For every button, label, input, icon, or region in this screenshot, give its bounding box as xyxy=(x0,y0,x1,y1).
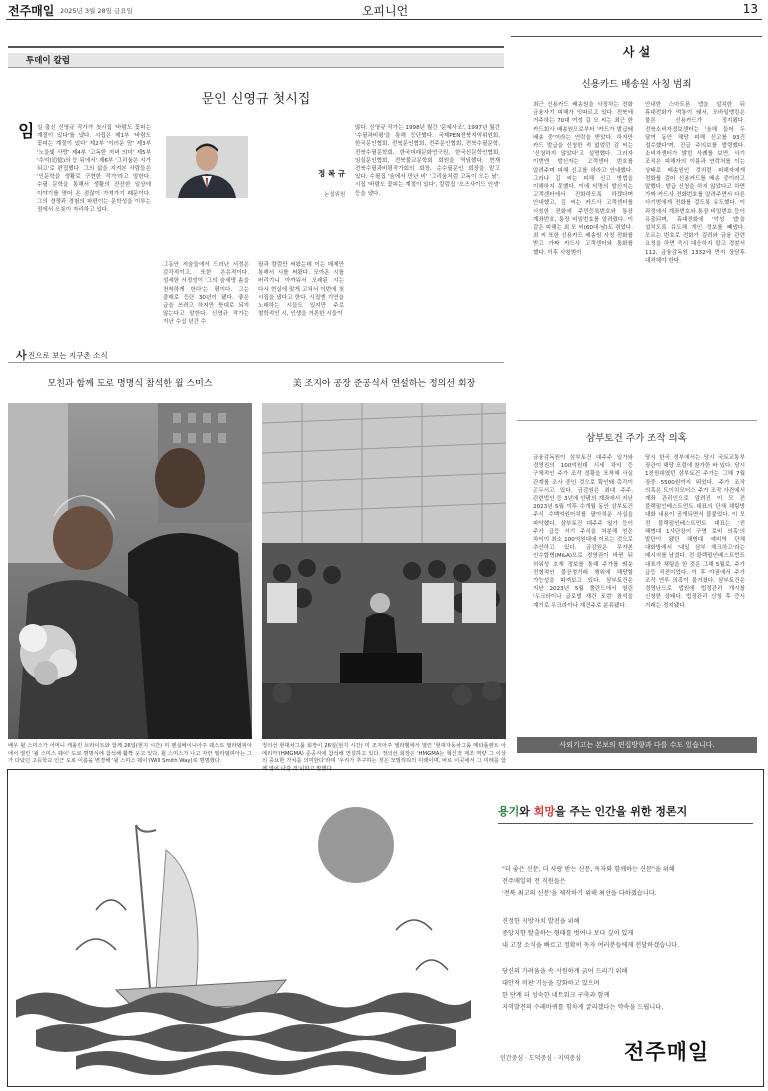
author-portrait-image xyxy=(166,136,248,198)
column-text-2: 그동안 저술들에서 드러난 서정은 감각적이고, 또한 은유적이다. 섬세한 서정성이 '그의 숨세명 솜을 천착하게 한다'는 평이다. 그는 즐매로 등단 30년이 됐다. 좋은 글을 쓰려고 하지만 뜻대로 되지 않는다고 말한다. 신영규 작가는 지난 수십 년간 수 xyxy=(163,262,249,326)
ad-text-8: 대안적 비판 기능을 강화하고 있으며 xyxy=(502,980,600,987)
ad-headline-hope: 희망 xyxy=(533,805,555,818)
editorial2-text-2: 당시 한국 정부에서는 당시 국토교통부 장관이 해당 포럼에 참가한 바 있다. 당시 1천원대였던 삼부토건 주가는 그해 7월 장중 5500원까지 뛰었다. 주가 조작 의혹은 도이치모터스 주가 조작 사건에서 계좌 관리인으로 알려진 이 모 전 블랙펄인베스트먼트 대표의 단체 채팅방 대화 내용이 공개되면서 불붙었다. 이 모 전 블랙펄인베스트먼트 대표는 '전 해병대 1사단장이 구명 로비 의혹'의 발단이 됐던 해병대 예비역 단체 대화방에서 '내일 삼부 체크하고'라는 메시지를 남겼다. 전 블랙펄인베스트먼트 대표가 채팅을 한 것은 그해 5월로, 주가 급등 직전이었다. 이 후 야권에서 주가 조작 연루 의혹이 불거졌다. 삼부토건은 경영난으로 법원에 법정관리 개시를 신청한 상태다. 법정관리 신청 후 증시 거래는 정지됐다. xyxy=(645,455,745,609)
author-portrait xyxy=(166,136,248,198)
editorial-disclaimer: 사외기고는 본보의 편집방향과 다를 수도 있습니다. xyxy=(517,737,757,753)
ad-headline-rest: 을 주는 인간을 위한 정론지 xyxy=(555,805,688,818)
column-text-3: 필과 칼럼만 써왔는데 이는 매체만 통해서 시를 써왔다. 모아온 시를 버리기니 아까워서 오래된 시는 다시 현실에 맞게 고쳐서 이번에 첫 시집을 냈다고 한다. 시집엔 기연을 노래하는 시들도 있지만 주로 철학적인 시, 인생을 거론한 시들이 xyxy=(258,262,344,318)
ship-waves-illustration xyxy=(16,790,471,1080)
column-dropcap: 임 xyxy=(18,122,35,142)
ad-text-6: 내 고장 소식을 빠르고 정확히 독자 여러분들에게 전달하겠습니다. xyxy=(502,942,680,949)
ad-text-10: 지역발전의 수레바퀴를 힘차게 굴리겠다는 약속을 드립니다. xyxy=(502,1004,664,1011)
photo2-caption: 정의선 현대차그룹 회장이 26일(현지 시간) 미 조지아주 엘라벨에서 열린 '현대자동차그룹 메타플랜트 아메리카'(HMGMA) 준공식에 참석해 연설하고 있다. 정의선 회장은 'HMGMA는 혁신적 제조 역량 그 이상의 중요한 가치를 의미한다'라며 '우리가 추구하는 것은 모빌리티의 미래이며, 바로 이곳에서 그 미래를 함께 열어 나갈 것'이라고 말했다. xyxy=(262,743,506,772)
ad-headline-courage: 용기 xyxy=(498,805,520,818)
editorial-top-rule xyxy=(511,36,762,37)
editorial-sidebar xyxy=(511,26,762,754)
house-ad xyxy=(7,769,764,1087)
photo1-image xyxy=(8,403,252,739)
editorial-section-title: 사 설 xyxy=(622,45,651,59)
author-name: 정 복 규 xyxy=(318,169,345,178)
photo2-image xyxy=(262,403,506,739)
ad-text-2: 전주매일의 전 직원들은 xyxy=(502,878,566,885)
editorial-divider xyxy=(517,420,757,421)
page-number: 13 xyxy=(742,2,758,16)
ad-text-5: 중앙지향 탈출하는 형태를 벗어나 보다 깊이 있게 xyxy=(502,930,634,937)
header-rule xyxy=(6,19,762,20)
column-title: 문인 신영규 첫시집 xyxy=(201,92,311,107)
editorial2-text-1: 금융감독원이 삼부토건 대주주 일가와 경영진의 100억원대 시세 차익 등 구체적인 주가 조작 정황을 포착해 사실 관계를 조사 중인 것으로 확인돼 촉각이 곤두서고 있다. 금감원은 최대 주주, 관련법인 등 3년에 안팎의 계좌에서 지난 2023년 5월 이후 수개월 동안 삼부토건 주식 수백억원어치를 팔아치운 사실을 파악했다. 삼부토건 대주주 일가 등이 주가 급등 시기 주식을 처분해 얻은 차익이 최소 100억원대에 이르는 것으로 추산하고 있다. 금감원은 무자본 인수합병(M&A)으로 경영권이 바뀐 뒤 허위성 호재 정보를 통해 주가를 띄운 전형적인 불공정거래 행위에 해당할 가능성을 따져보고 있다. 삼부토건은 지난 2023년 5월 폴란드에서 열린 '우크라이나 글로벌 재건 포럼' 참석을 계기로 우크라이나 재건주로 분류됐다. xyxy=(533,455,633,609)
photo1-headline: 모친과 함께 도로 명명식 참석한 윌 스미스 xyxy=(47,379,213,389)
photo-news-label-small: 진으로 보는 지구촌 소식 xyxy=(28,351,108,360)
author-role: 논설위원 xyxy=(324,192,346,198)
photo-news-label-big: 사 xyxy=(16,349,27,362)
ad-text-3: '전북 최고의 신문'을 제작하기 위해 최선을 다하겠습니다. xyxy=(502,890,657,897)
issue-date: 2025년 3월 28일 금요일 xyxy=(60,7,133,15)
editorial1-text-2: 안내한 스마트폰 앱을 설치한 뒤 휴대전화가 먹통이 돼서, 모바일뱅킹은 물론 신용카드가 정지됐다. 전북소비자정보센터는 '올해 들어 두 달여 동안 해당 피해 신고를 93건 접수했다'며, 진급 주의보를 발령했다. 소비자센터가 밝힌 사례를 보면, 사기 조직은 피해자의 이름과 연락처를 이는 상태로 배송원인 것처럼 피해자에게 전화를 걸어 신용카드를 배송 중이라고 말했다. 발급 신청을 하지 않았다고 하면 가짜 카드사 전화번호를 알려주면서 다른 사기범에게 전화를 걸도록 유도했다. 이 과정에서 계좌번호와 통장 비밀번호 등이 유출되며, 휴대전화에 '악성 앱'을 설치도록 유도해 개인 정보를 빼냈다. 모르는 번호로 전화가 걸려와 금융 관련 요청을 하면 즉시 대응하지 말고 경찰서 112, 금융감독원 1332에 먼저 상담후 대처해야 한다. xyxy=(645,102,745,264)
column-label: 투데이 칼럼 xyxy=(26,56,71,66)
ad-headline-rule xyxy=(498,823,753,824)
editorial1-headline: 신용카드 배송원 사칭 범죄 xyxy=(581,79,692,90)
ad-text-9: 한 단계 더 성숙한 네트워크 구축과 함께 xyxy=(502,992,610,999)
section-name: 오피니언 xyxy=(361,4,409,18)
will-smith-photo xyxy=(8,403,252,739)
ad-headline-and: 와 xyxy=(519,805,534,818)
ad-slogan: 인간중심 · 도덕중심 · 지역중심 xyxy=(500,1055,581,1062)
column-label-bar xyxy=(8,53,504,68)
photo2-headline: 美 조지아 공장 준공식서 연설하는 정의선 회장 xyxy=(292,379,476,389)
editorial1-text-1: 최근 신용카드 배송원을 사칭하는 전화 금융사기 피해가 잇따르고 있다. 전북에 거주하는 70대 여성 김 모 씨는 최근 한 카드회사 배송원으로부터 '카드가 발급돼 배송 중'이라는 연락을 받았다. 하지만 카드 발급을 신청한 적 없었던 김 씨는 '신청하지 않았다'고 설명했다. 그러자 이번엔 발신자는 고객센터 번호를 알려주며 피해 신고를 하라고 안내했다. 그러나 김 씨는 피해 신고 방법을 이해하지 못했다. 이에 익명의 발신자는 고객센터에서 진화하도록 하겠다며 안내했고, 김 씨는 카드사 고객센터를 사칭한 전화에 주민등록번호와 통장 계좌번호, 통장 비밀번호를 알려줬다. 이 같은 피해는 최 모 씨(60대·남)도 겪었다. 최 씨 또한 신용카드 배송원 사칭 전화를 받고 가짜 카드사 고객센터와 통화를 했다. 이후 사칭범이 xyxy=(533,102,633,256)
ad-headline xyxy=(498,803,687,819)
column-top-rule xyxy=(8,46,504,48)
ad-text-7: 당신의 가려움을 속 시원하게 긁어 드리기 위해 xyxy=(502,968,628,975)
editorial2-headline: 삼부토건 주가 조작 의혹 xyxy=(586,433,687,444)
ad-brand-logo: 전주매일 xyxy=(624,1040,710,1064)
photo-news-label xyxy=(8,348,504,363)
photo1-caption: 배우 윌 스미스가 어머니 캐롤린 브라이트와 함께 26일(현지 시간) 미 펜실베이니아주 웨스트 필라델피아에서 열린 '윌 스미스 웨이' 도로 명명식에 참석해 활짝 웃고 있다. 윌 스미스가 나고 자란 필라델피아는 그가 다녔던 고등학교 인근 도로 이름을 변경해 '윌 스미스 웨이'(Will Smith Way)로 명명했다. xyxy=(8,743,252,765)
hyundai-ceremony-photo xyxy=(262,403,506,739)
ad-text-4: 진정한 지방자치 발전을 위해 xyxy=(502,918,580,925)
column-text-4: 많다. 신영규 작가는 1998년 월간 '문예사조', 1997년 월간 '수필과비평'을 통해 등단했다. 국제PEN전북지역위원회, 한국문인협회, 전북문인협회, 전주문인협회, 전북수필문학, 전북수필문학회, 한국미래문화연구원, 한국신문학인협회, 임실문인협회, 전북불교문학회 회원을 역임했다. 현재 전북수필과비평작가회의 회장, 순수필문인 회장을 맡고 있다. 수필집 '숨에서 만난 비' '그리움처럼 고독이 오는 날', 시집 '바람도 꽃피는 계절이 있다', 칼럼집 '오즈사이드 인생' 등을 냈다. xyxy=(355,125,500,197)
masthead-logo: 전주매일 xyxy=(8,4,55,18)
column-text-1: 실 출신 신영규 작가가 첫시집 '바람도 꽃피는 계절이 있다'를 냈다. 시집은 제1부 '바람도 꽃피는 계절이 있다' 제2부 '이러운 맘' 제3부 '노을빛 사랑' 제4부 '고독한 저녁 의미' 제5부 '추억(追憶)의 등 뒤에서' 제6부 '그리움은 시가 되고'로 편집했다. 그의 삶을 지켜본 사람들은 '인문학을 생활로 구현한 작가'라고 말한다. 수필 문학을 통해서 생활의 잔잔한 일상에 이야기를 엮어 온 점잖이 가져가기 때문이다. 그의 경쟁과 경험의 파편이는 문학성을 이루는 점에서 오롯이 자리하고 있다. xyxy=(37,125,151,214)
ad-text-1: "더 좋은 신문, 더 사랑 받는 신문, 독자와 함께하는 신문"을 위해 xyxy=(502,866,675,873)
